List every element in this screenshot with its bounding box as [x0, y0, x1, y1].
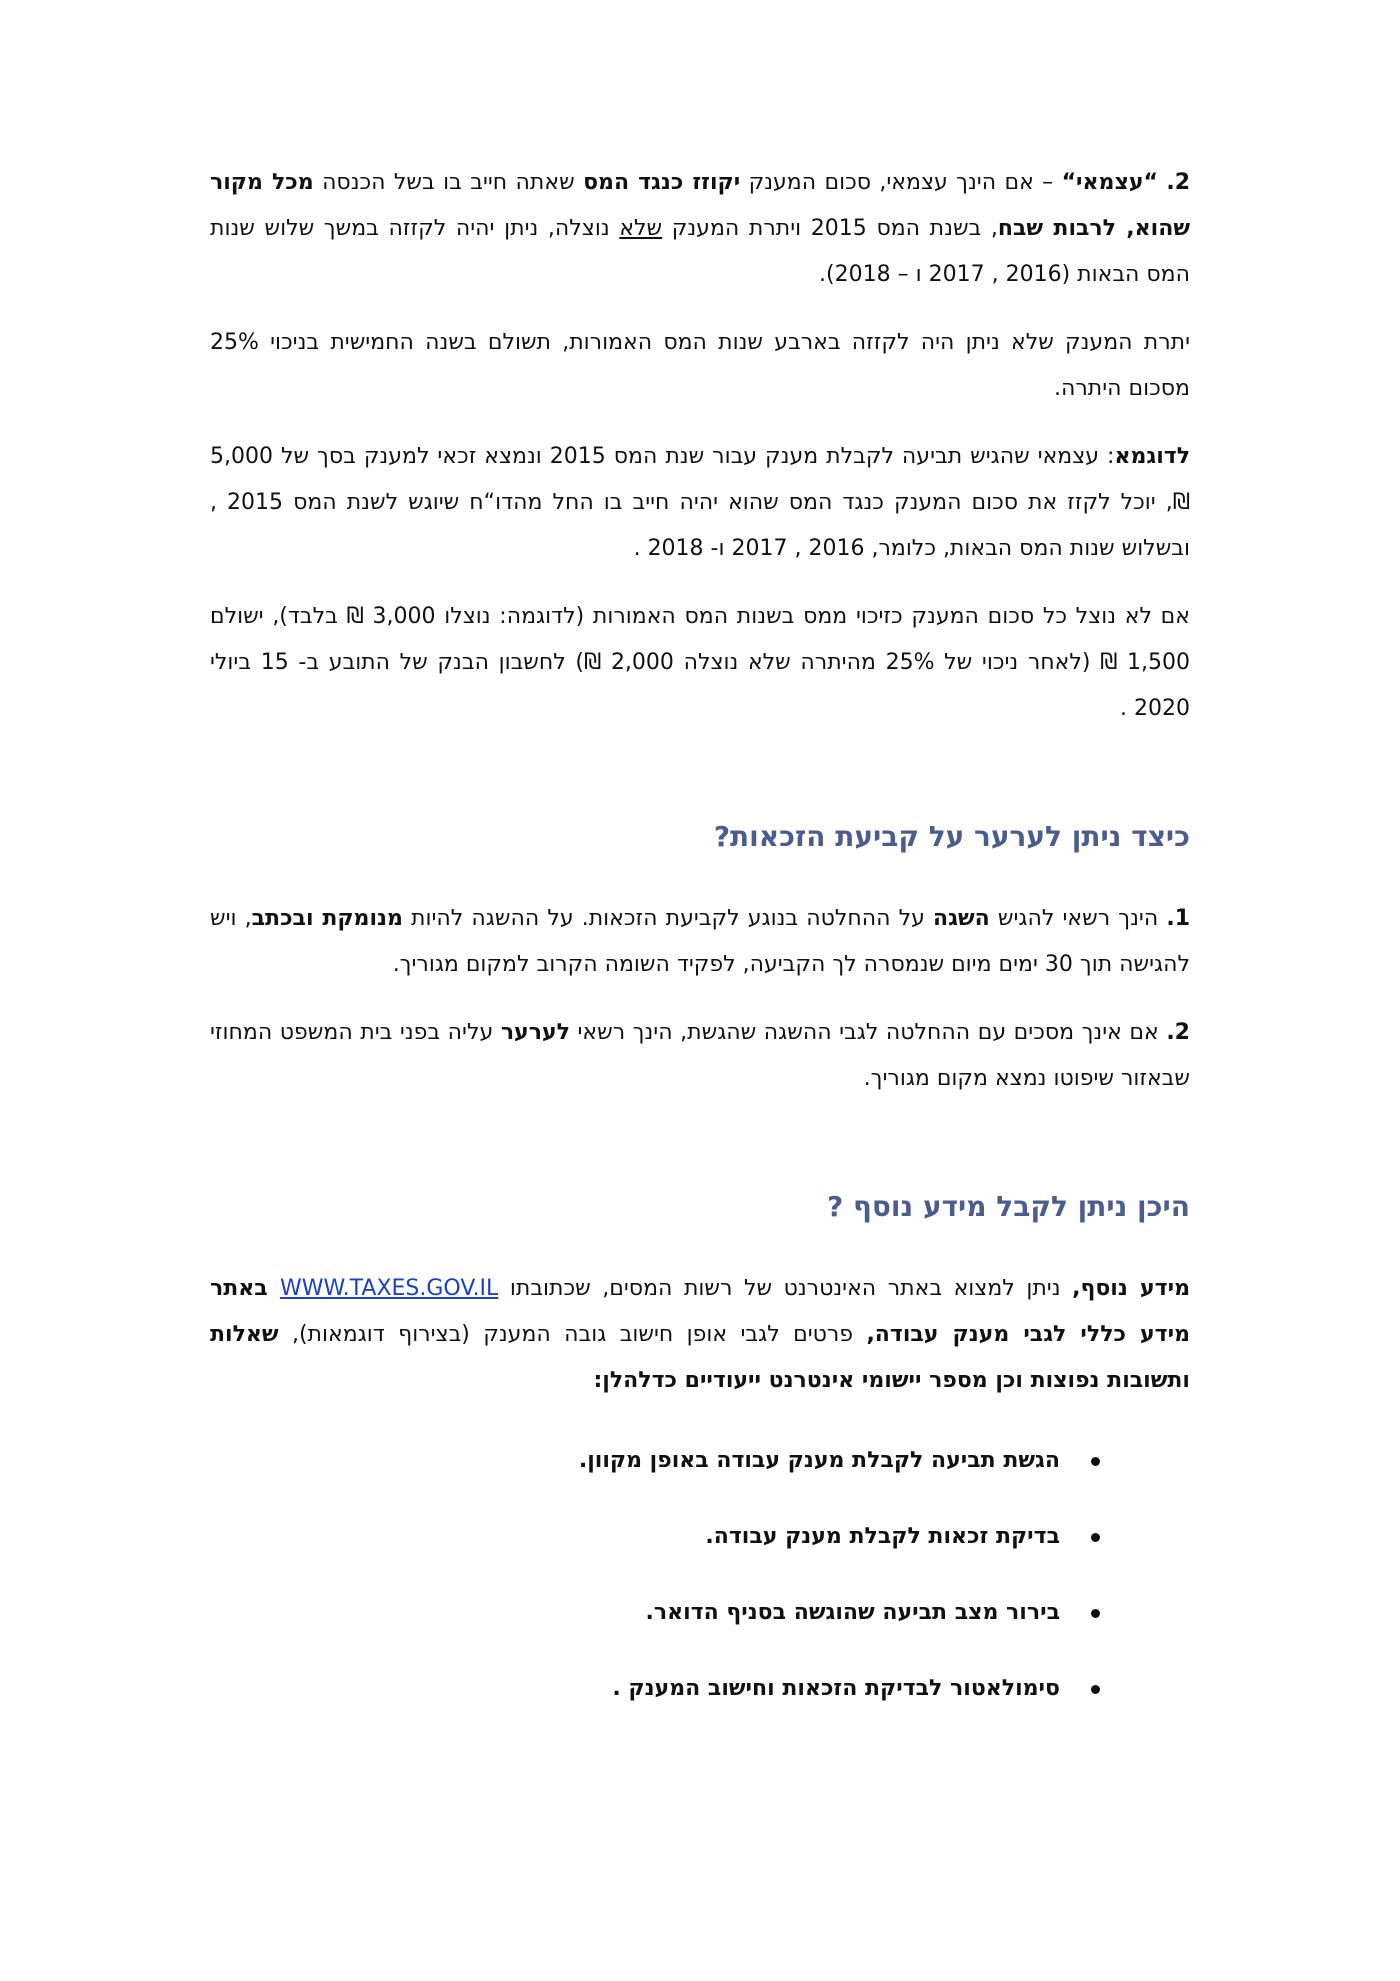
appeal-heading: כיצד ניתן לערער על קביעת הזכאות? [713, 820, 1190, 853]
document-content [210, 160, 1190, 1742]
example-label: לדוגמא [1114, 444, 1191, 469]
info-heading: היכן ניתן לקבל מידע נוסף ? [826, 1190, 1190, 1223]
list-item-text: סימולאטור לבדיקת הזכאות וחישוב המענק . [612, 1676, 1060, 1701]
text-span: פרטים לגבי אופן חישוב גובה המענק (בצירוף דוגמאות), [278, 1322, 867, 1347]
text-span: עליה בפני בית המשפט המחוזי שבאזור שיפוטו נמצא מקום מגוריך. [210, 1020, 1190, 1091]
text-span: – אם הינך עצמאי, סכום המענק [740, 170, 1062, 195]
list-item [210, 1438, 1100, 1484]
list-item-text: בירור מצב תביעה שהוגשה בסניף הדואר. [645, 1600, 1060, 1625]
list-item-text: הגשת תביעה לקבלת מענק עבודה באופן מקוון. [578, 1448, 1060, 1473]
item-number: 2. [1166, 1020, 1190, 1045]
list-item-text: בדיקת זכאות לקבלת מענק עבודה. [705, 1524, 1060, 1549]
self-employed-paragraph [210, 160, 1190, 298]
appeal-item-1 [210, 896, 1190, 988]
self-employed-title: “עצמאי“ [1061, 170, 1158, 195]
text-span: : עצמאי שהגיש תביעה לקבלת מענק עבור שנת המס 2015 ונמצא זכאי למענק בסך של 5,000 ₪, יוכל לקזז את סכום המענק כנגד המס שהוא יהיה חייב בו החל מהדו“ח שיוגש לשנת המס 2015 , ובשלוש שנות המס הבאות, כלומר, 2016 , 2017 ו- 2018 . [210, 444, 1190, 561]
bold-span: השגה [933, 906, 990, 931]
appeal-item-2 [210, 1010, 1190, 1102]
info-paragraph [210, 1266, 1190, 1404]
bold-span: שאלות ותשובות נפוצות וכן מספר יישומי אינטרנט ייעודיים כדלהלן: [210, 1322, 1190, 1393]
text-span: נוצלה, ניתן יהיה לקזזה במשך שלוש שנות המס הבאות (2016 , 2017 ו – 2018). [210, 216, 1190, 287]
text-span: ניתן למצוא באתר האינטרנט של רשות המסים, שכתובתו [498, 1276, 1073, 1301]
bold-span: מכל מקור שהוא, לרבות שבח [210, 170, 1190, 241]
bold-span: באתר מידע כללי לגבי מענק עבודה, [210, 1276, 1190, 1347]
example-paragraph [210, 434, 1190, 572]
text-span: הינך רשאי להגיש [989, 906, 1167, 931]
bold-span: מידע נוסף, [1072, 1276, 1190, 1301]
taxes-website-link[interactable]: WWW.TAXES.GOV.IL [279, 1276, 499, 1301]
bullet-icon [1091, 1609, 1100, 1618]
remainder-paragraph: יתרת המענק שלא ניתן היה לקזזה בארבע שנות המס האמורות, תשולם בשנה החמישית בניכוי 25% מסכום היתרה. [210, 330, 1190, 401]
bullet-icon [1091, 1533, 1100, 1542]
list-item [210, 1666, 1100, 1712]
unused-grant-paragraph: אם לא נוצל כל סכום המענק כזיכוי ממס בשנות המס האמורות (לדוגמה: נוצלו 3,000 ₪ בלבד), ישולם 1,500 ₪ (לאחר ניכוי של 25% מהיתרה שלא נוצלה 2,000 ₪) לחשבון הבנק של התובע ב- 15 ביולי 2020 . [210, 604, 1190, 721]
text-span: אם אינך מסכים עם ההחלטה לגבי ההשגה שהגשת, הינך רשאי [569, 1020, 1167, 1045]
item-number: 1. [1166, 906, 1190, 931]
online-services-list [210, 1438, 1190, 1712]
text-span: שאתה חייב בו בשל הכנסה [313, 170, 584, 195]
text-span: , ויש להגישה תוך 30 ימים מיום שנמסרה לך הקביעה, לפקיד השומה הקרוב למקום מגוריך. [210, 906, 1190, 977]
text-span: על ההחלטה בנוגע לקביעת הזכאות. על ההשגה להיות [402, 906, 934, 931]
bold-span: מנומקת ובכתב [251, 906, 403, 931]
underlined-span: שלא [619, 216, 663, 241]
item-number: 2. [1166, 170, 1191, 195]
bullet-icon [1091, 1457, 1100, 1466]
list-item [210, 1514, 1100, 1560]
bold-span: יקוזז כנגד המס [583, 170, 741, 195]
bold-span: לערער [500, 1020, 570, 1045]
text-span: , בשנת המס 2015 ויתרת המענק [662, 216, 998, 241]
bullet-icon [1091, 1685, 1100, 1694]
list-item [210, 1590, 1100, 1636]
